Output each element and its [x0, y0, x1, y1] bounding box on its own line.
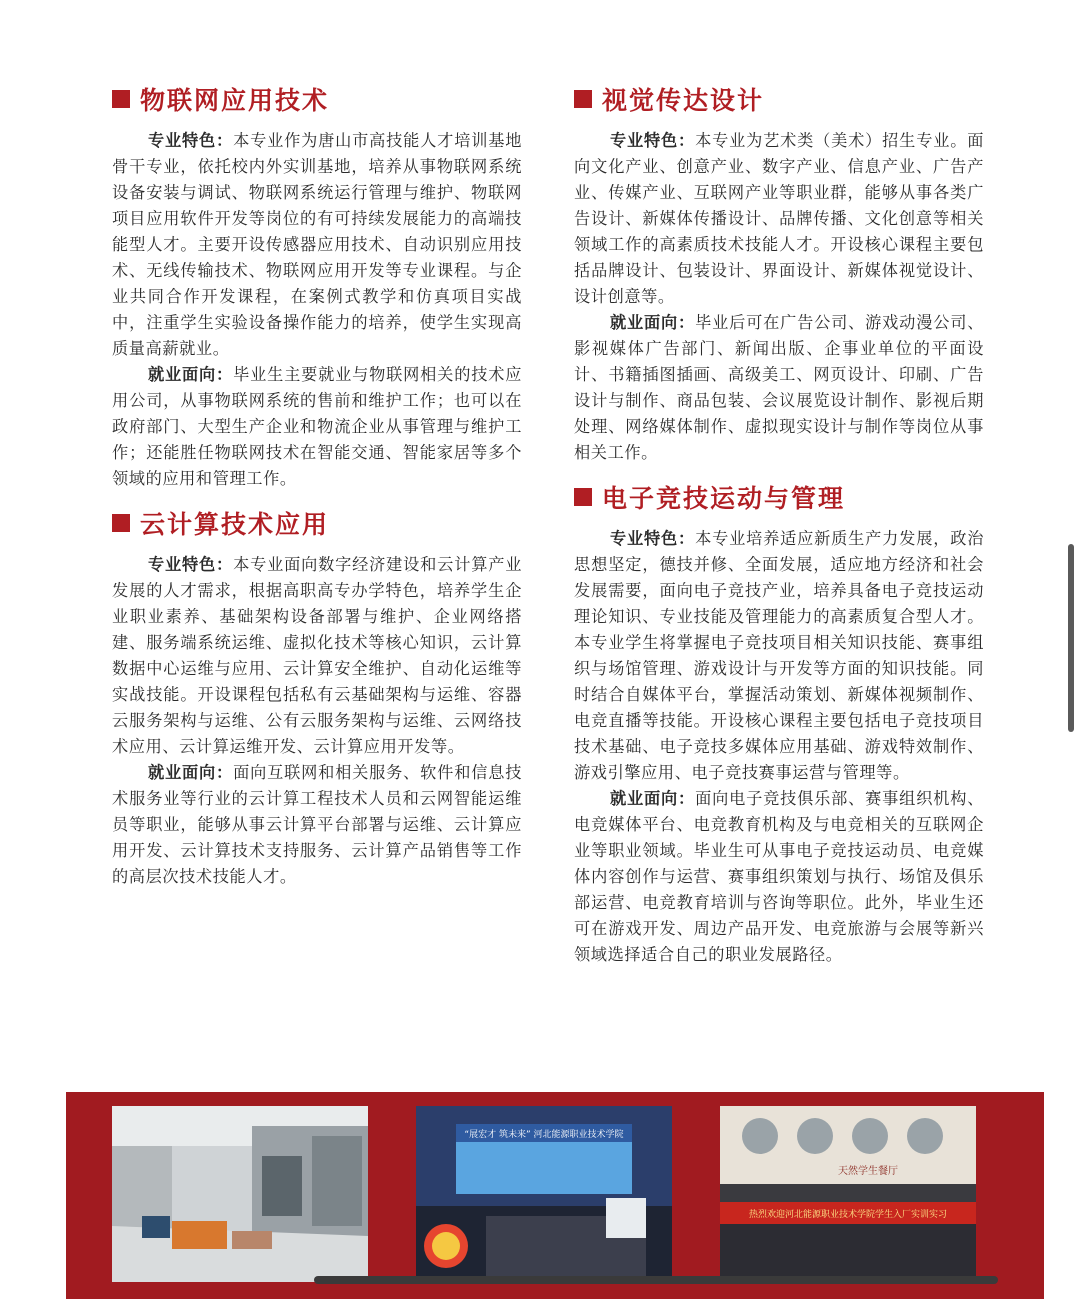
- welcome-banner-text: 热烈欢迎河北能源职业技术学院学生入厂实训实习: [748, 1210, 948, 1220]
- section-title: 物联网应用技术: [140, 86, 330, 115]
- section-title: 电子竞技运动与管理: [602, 484, 846, 513]
- features-paragraph: [112, 128, 522, 362]
- features-label: 专业特色：: [610, 529, 696, 548]
- features-label: 专业特色：: [610, 131, 696, 150]
- section-title: 云计算技术应用: [140, 510, 330, 539]
- employment-paragraph: [574, 786, 984, 968]
- features-text: 本专业面向数字经济建设和云计算产业发展的人才需求，根据高职高专办学特色，培养学生企业职业素养、基础架构设备部署与维护、企业网络搭建、服务端系统运维、虚拟化技术等核心知识，云计算数据中心运维与应用、云计算安全维护、自动化运维等实战技能。开设课程包括私有云基础架构与运维、容器云服务架构与运维、公有云服务架构与运维、云网络技术应用、云计算运维开发、云计算应用开发等。: [112, 555, 523, 756]
- section-iot: [112, 82, 522, 492]
- features-label: 专业特色：: [148, 131, 234, 150]
- employment-paragraph: [112, 362, 522, 492]
- photo-band: [66, 1092, 1044, 1299]
- employment-label: 就业面向：: [148, 763, 234, 782]
- section-heading: [112, 82, 522, 116]
- employment-text: 毕业后可在广告公司、游戏动漫公司、影视媒体广告部门、新闻出版、企事业单位的平面设计、书籍插图插画、高级美工、网页设计、印刷、广告设计与制作、商品包装、会议展览设计制作、影视后期处理、网络媒体制作、虚拟现实设计与制作等岗位从事相关工作。: [574, 313, 985, 462]
- student-group-image: [720, 1106, 976, 1282]
- photo-event-hall: [416, 1106, 672, 1282]
- section-title: 视觉传达设计: [602, 86, 765, 115]
- employment-paragraph: [112, 760, 522, 890]
- employment-paragraph: [574, 310, 984, 466]
- section-heading: [574, 480, 984, 514]
- vertical-scrollbar[interactable]: [1068, 544, 1074, 732]
- features-paragraph: [574, 526, 984, 786]
- canteen-sign-text: 天然学生餐厅: [838, 1166, 898, 1177]
- heading-square-icon: [112, 90, 130, 108]
- section-visual-design: [574, 82, 984, 466]
- employment-text: 毕业生主要就业与物联网相关的技术应用公司，从事物联网系统的售前和维护工作；也可以在政府部门、大型生产企业和物流企业从事管理与维护工作；还能胜任物联网技术在智能交通、智能家居等多个领域的应用和管理工作。: [112, 365, 523, 488]
- lobby-image: [112, 1106, 368, 1282]
- features-paragraph: [112, 552, 522, 760]
- section-cloud: [112, 506, 522, 890]
- heading-square-icon: [112, 514, 130, 532]
- features-paragraph: [574, 128, 984, 310]
- features-text: 本专业为艺术类（美术）招生专业。面向文化产业、创意产业、数字产业、信息产业、广告产业、传媒产业、互联网产业等职业群，能够从事各类广告设计、新媒体传播设计、品牌传播、文化创意等相关领域工作的高素质技术技能人才。开设核心课程主要包括品牌设计、包装设计、界面设计、新媒体视觉设计、设计创意等。: [574, 131, 985, 306]
- photo-lobby: [112, 1106, 368, 1282]
- features-text: 本专业培养适应新质生产力发展，政治思想坚定，德技并修、全面发展，适应地方经济和社会发展需要，面向电子竞技产业，培养具备电子竞技运动理论知识、专业技能及管理能力的高素质复合型人才。本专业学生将掌握电子竞技项目相关知识技能、赛事组织与场馆管理、游戏设计与开发等方面的知识技能。同时结合自媒体平台，掌握活动策划、新媒体视频制作、电竞直播等技能。开设核心课程主要包括电子竞技项目技术基础、电子竞技多媒体应用基础、游戏特效制作、游戏引擎应用、电子竞技赛事运营与管理等。: [574, 529, 985, 782]
- features-text: 本专业作为唐山市高技能人才培训基地骨干专业，依托校内外实训基地，培养从事物联网系统设备安装与调试、物联网系统运行管理与维护、物联网项目应用软件开发等岗位的有可持续发展能力的高端技能型人才。主要开设传感器应用技术、自动识别应用技术、无线传输技术、物联网应用开发等专业课程。与企业共同合作开发课程，在案例式教学和仿真项目实战中，注重学生实验设备操作能力的培养，使学生实现高质量高薪就业。: [112, 131, 523, 358]
- event-banner-text: “展宏才 筑未来” 河北能源职业技术学院: [464, 1130, 624, 1140]
- section-heading: [112, 506, 522, 540]
- heading-square-icon: [574, 90, 592, 108]
- event-hall-image: [416, 1106, 672, 1282]
- heading-square-icon: [574, 488, 592, 506]
- photo-student-group: [720, 1106, 976, 1282]
- employment-text: 面向互联网和相关服务、软件和信息技术服务业等行业的云计算工程技术人员和云网智能运维员等职业，能够从事云计算平台部署与运维、云计算应用开发、云计算技术支持服务、云计算产品销售等工作的高层次技术技能人才。: [112, 763, 523, 886]
- horizontal-scrollbar[interactable]: [314, 1276, 998, 1284]
- employment-label: 就业面向：: [610, 313, 696, 332]
- left-column: [112, 72, 522, 904]
- section-heading: [574, 82, 984, 116]
- right-column: [574, 72, 984, 982]
- employment-label: 就业面向：: [148, 365, 234, 384]
- employment-text: 面向电子竞技俱乐部、赛事组织机构、电竞媒体平台、电竞教育机构及与电竞相关的互联网企业等职业领域。毕业生可从事电子竞技运动员、电竞媒体内容创作与运营、赛事组织策划与执行、场馆及俱乐部运营、电竞教育培训与咨询等职位。此外，毕业生还可在游戏开发、周边产品开发、电竞旅游与会展等新兴领域选择适合自己的职业发展路径。: [574, 789, 985, 964]
- features-label: 专业特色：: [148, 555, 234, 574]
- section-esports: [574, 480, 984, 968]
- employment-label: 就业面向：: [610, 789, 696, 808]
